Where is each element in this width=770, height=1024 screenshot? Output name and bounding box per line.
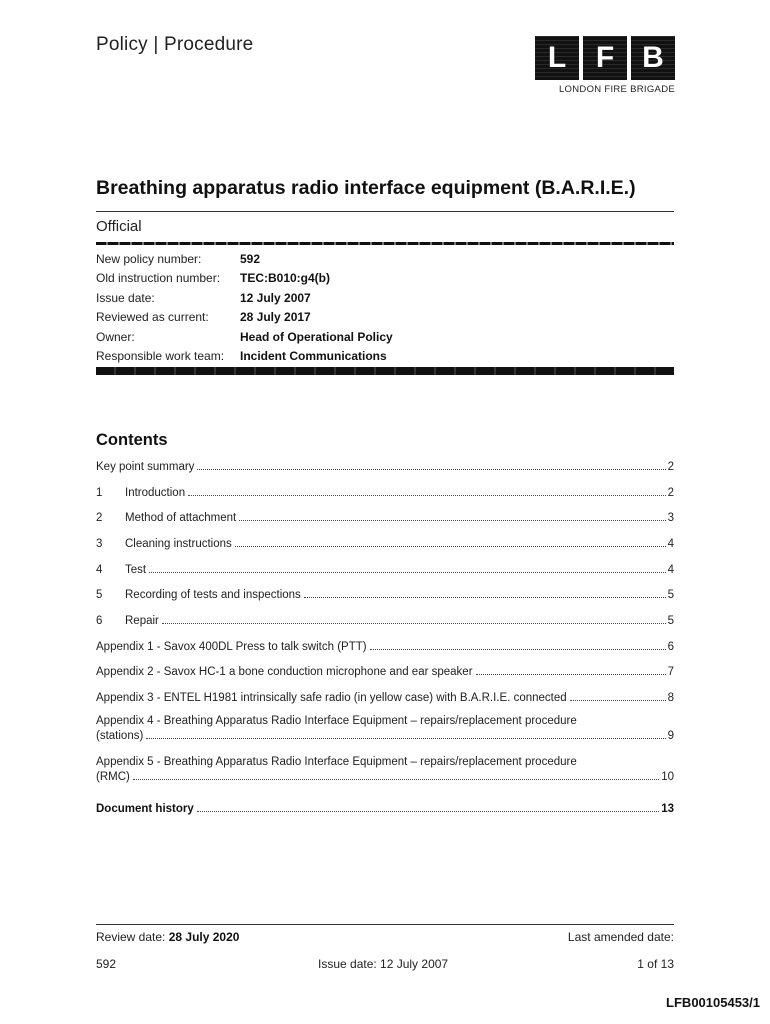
toc-entry-text-continued: (stations): [96, 730, 144, 742]
meta-value: Head of Operational Policy: [240, 329, 393, 344]
meta-row: [96, 288, 393, 308]
meta-label: New policy number:: [96, 251, 202, 266]
toc-entry-text: Recording of tests and inspections: [125, 589, 301, 601]
toc-entry[interactable]: [96, 666, 674, 678]
toc-entry[interactable]: [96, 487, 674, 499]
toc-section-number: 1: [96, 487, 103, 499]
meta-value: 12 July 2007: [240, 290, 311, 305]
review-date-value: 28 July 2020: [168, 930, 240, 944]
meta-value: Incident Communications: [240, 349, 387, 364]
toc-page-number: 7: [667, 666, 674, 678]
toc-page-number: 2: [667, 461, 674, 473]
toc-entry-text: Method of attachment: [125, 512, 237, 524]
toc-section-number: 3: [96, 538, 103, 550]
toc-leader: [304, 597, 666, 598]
toc-entry-text-continued: (RMC): [96, 771, 130, 783]
toc-leader: [146, 738, 665, 739]
toc-leader: [149, 572, 666, 573]
toc-page-number: 10: [661, 771, 674, 783]
toc-entry-text: Appendix 1 - Savox 400DL Press to talk switch (PTT): [96, 641, 367, 653]
meta-row: [96, 308, 393, 328]
meta-label: Old instruction number:: [96, 271, 221, 286]
toc-entry-text: Appendix 3 - ENTEL H1981 intrinsically safe radio (in yellow case) with B.A.R.I.E. connected: [96, 692, 567, 704]
meta-value: TEC:B010:g4(b): [240, 271, 331, 286]
toc-page-number: 4: [667, 538, 674, 550]
logo-letter-b: B: [631, 36, 675, 80]
logo-name: LONDON FIRE BRIGADE: [558, 84, 675, 95]
title-divider: [96, 211, 674, 212]
toc-page-number: 5: [667, 589, 674, 601]
toc-page-number: 4: [667, 564, 674, 576]
toc-leader: [235, 546, 666, 547]
toc-entry-text: Repair: [125, 615, 159, 627]
footer-issue-date: Issue date: 12 July 2007: [318, 957, 449, 971]
document-type: Policy | Procedure: [96, 34, 254, 55]
footer-divider: [96, 924, 674, 925]
toc-section-number: 4: [96, 564, 103, 576]
review-date-label: Review date:: [96, 930, 166, 944]
toc-entry-text: Appendix 5 - Breathing Apparatus Radio Interface Equipment – repairs/replacement procedure: [96, 756, 577, 768]
meta-row: [96, 347, 393, 367]
metadata-table: [96, 249, 393, 366]
bates-number: LFB00105453/1: [666, 995, 760, 1010]
contents-heading: Contents: [96, 431, 168, 449]
toc-entry-text: Key point summary: [96, 461, 195, 473]
toc-entry-document-history[interactable]: [96, 803, 674, 815]
toc-section-number: 6: [96, 615, 103, 627]
meta-value: 28 July 2017: [240, 310, 311, 325]
toc-entry-text: Introduction: [125, 487, 186, 499]
toc-entry-text: Appendix 4 - Breathing Apparatus Radio Interface Equipment – repairs/replacement procedure: [96, 715, 577, 727]
toc-page-number: 13: [661, 803, 674, 815]
toc-page-number: 3: [667, 512, 674, 524]
toc-leader: [133, 779, 659, 780]
meta-label: Owner:: [96, 329, 135, 344]
toc-entry[interactable]: [96, 641, 674, 653]
toc-entry[interactable]: [96, 756, 674, 783]
toc-entry[interactable]: [96, 589, 674, 601]
toc-entry[interactable]: [96, 692, 674, 704]
toc-leader: [570, 700, 666, 701]
logo-letter-l: L: [535, 36, 579, 80]
toc-page-number: 6: [667, 641, 674, 653]
toc-page-number: 9: [667, 730, 674, 742]
toc-leader: [162, 623, 666, 624]
review-date: [96, 930, 239, 944]
toc-leader: [239, 520, 665, 521]
toc-entry-text: Cleaning instructions: [125, 538, 232, 550]
last-amended-date: Last amended date:: [567, 930, 674, 944]
footer-policy-number: 592: [96, 957, 117, 971]
logo-letter-f: F: [583, 36, 627, 80]
toc-leader: [476, 674, 666, 675]
meta-value: 592: [240, 251, 261, 266]
toc-page-number: 8: [667, 692, 674, 704]
toc-entry[interactable]: [96, 715, 674, 742]
toc-section-number: 5: [96, 589, 103, 601]
toc-entry[interactable]: [96, 538, 674, 550]
toc-leader: [188, 495, 665, 496]
toc-section-number: 2: [96, 512, 103, 524]
toc-leader: [370, 649, 666, 650]
document-title: Breathing apparatus radio interface equipment (B.A.R.I.E.): [96, 177, 636, 199]
meta-label: Reviewed as current:: [96, 310, 209, 325]
meta-row: [96, 269, 393, 289]
toc-entry-text: Test: [125, 564, 147, 576]
classification: Official: [96, 218, 142, 235]
lfb-logo: [535, 36, 675, 95]
meta-row: [96, 327, 393, 347]
meta-label: Responsible work team:: [96, 349, 225, 364]
toc-page-number: 5: [667, 615, 674, 627]
toc-entry-text: Document history: [96, 803, 194, 815]
toc-entry[interactable]: [96, 461, 674, 473]
meta-label: Issue date:: [96, 290, 155, 305]
toc-entry[interactable]: [96, 512, 674, 524]
toc-leader: [197, 811, 659, 812]
classification-divider: [96, 242, 674, 245]
toc-entry-text: Appendix 2 - Savox HC-1 a bone conduction microphone and ear speaker: [96, 666, 473, 678]
meta-row: [96, 249, 393, 269]
page-number: 1 of 13: [637, 957, 674, 971]
metadata-divider: [96, 367, 674, 375]
toc-page-number: 2: [667, 487, 674, 499]
toc-entry[interactable]: [96, 615, 674, 627]
toc-leader: [197, 469, 665, 470]
toc-entry[interactable]: [96, 564, 674, 576]
